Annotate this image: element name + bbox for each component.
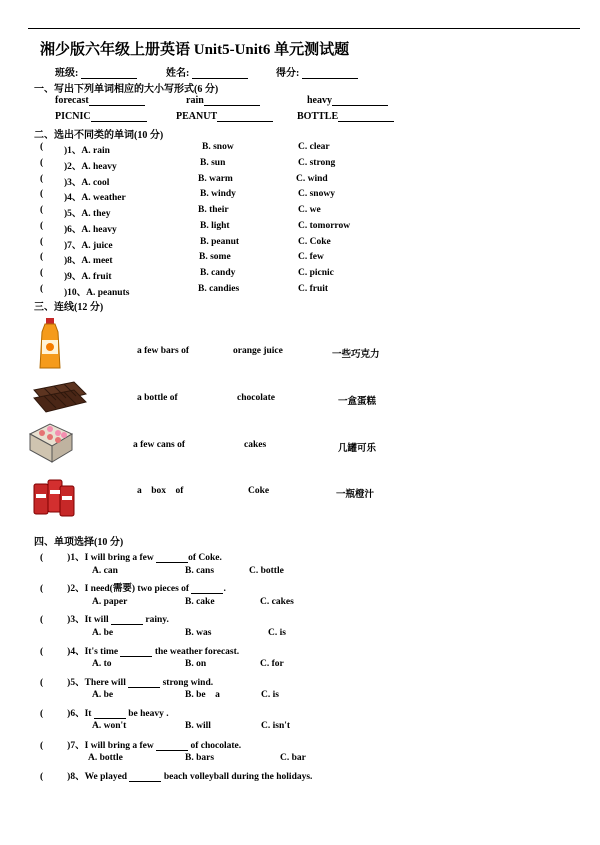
question-row (40, 284, 560, 298)
option-b: B. windy (200, 189, 236, 199)
option-c: C. snowy (298, 189, 335, 199)
option-b: B. peanut (200, 237, 240, 247)
phrase-item[interactable]: orange juice (233, 346, 283, 356)
question-number: )6、A. heavy (64, 225, 117, 235)
option-c: C. wind (296, 174, 328, 184)
question-number: )10、A. peanuts (64, 288, 130, 298)
name-label: 姓名: (166, 68, 190, 79)
matching-row (0, 440, 600, 456)
option-a[interactable]: A. bottle (88, 753, 123, 763)
question-row (40, 189, 560, 203)
word-text: heavy (307, 95, 332, 106)
question-text-end: strong wind. (160, 678, 214, 688)
phrase-chinese[interactable]: 一盒蛋糕 (338, 397, 377, 407)
mc-question (40, 705, 169, 719)
phrase-quantity[interactable]: a box of (137, 486, 184, 496)
question-text-end: rainy. (142, 615, 169, 625)
question-text-start: )6、It (67, 709, 94, 719)
phrase-item[interactable]: Coke (248, 486, 270, 496)
mc-question (40, 549, 222, 563)
word-item (297, 111, 394, 122)
question-number: )5、A. they (64, 209, 111, 219)
matching-row (0, 486, 600, 502)
section4-heading: 四、单项选择(10 分) (34, 537, 124, 548)
section1-heading: 一、写出下列单词相应的大小写形式(6 分) (34, 84, 219, 95)
question-text-start: )7、I will bring a few (67, 741, 157, 751)
question-text-start: )2、I need(需要) two pieces of (67, 584, 192, 594)
mc-options (0, 566, 600, 580)
paren-open[interactable]: ( (40, 252, 44, 262)
phrase-chinese[interactable]: 几罐可乐 (338, 444, 377, 454)
answer-blank[interactable] (128, 678, 160, 688)
mc-options (0, 628, 600, 642)
option-b[interactable]: B. on (185, 659, 207, 669)
question-text-end: the weather forecast. (152, 647, 240, 657)
answer-blank[interactable] (156, 553, 188, 563)
option-b: B. snow (202, 142, 234, 152)
option-c[interactable]: C. bottle (249, 566, 284, 576)
score-blank[interactable] (302, 68, 358, 79)
score-label: 得分: (276, 68, 300, 79)
matching-row (0, 346, 600, 362)
option-b[interactable]: B. will (185, 721, 211, 731)
question-text-end: of chocolate. (188, 741, 242, 751)
mc-options (0, 659, 600, 673)
option-b: B. warm (198, 174, 233, 184)
class-field (55, 64, 137, 79)
question-row (40, 174, 560, 188)
option-c: C. clear (298, 142, 330, 152)
question-text-end: be heavy . (125, 709, 169, 719)
word-text: BOTTLE (297, 111, 339, 122)
question-number: )3、A. cool (64, 178, 110, 188)
answer-blank[interactable] (191, 584, 226, 594)
option-b: B. sun (200, 158, 226, 168)
option-a[interactable]: A. be (92, 628, 114, 638)
paren-open[interactable]: ( (40, 553, 44, 563)
question-text-start: )8、We played (67, 772, 130, 782)
answer-blank[interactable] (91, 111, 147, 122)
mc-question (40, 737, 241, 751)
paren-open[interactable]: ( (40, 189, 44, 199)
question-text-end: . (223, 584, 226, 594)
question-row (40, 268, 560, 282)
question-number: )2、A. heavy (64, 162, 117, 172)
phrase-item[interactable]: cakes (244, 440, 267, 450)
paren-open[interactable]: ( (40, 584, 44, 594)
word-item (55, 111, 147, 122)
option-c: C. strong (298, 158, 336, 168)
mc-options (0, 753, 600, 767)
option-b: B. their (198, 205, 229, 215)
answer-blank[interactable] (156, 741, 188, 751)
paren-open[interactable]: ( (40, 741, 44, 751)
option-c[interactable]: C. is (268, 628, 286, 638)
question-number: )7、A. juice (64, 241, 113, 251)
option-b[interactable]: B. was (185, 628, 212, 638)
word-item (307, 95, 388, 106)
phrase-quantity[interactable]: a few bars of (137, 346, 189, 356)
question-number: )9、A. fruit (64, 272, 112, 282)
paren-open[interactable]: ( (40, 158, 44, 168)
question-text-end: of Coke. (188, 553, 222, 563)
mc-question (40, 611, 169, 625)
score-field (276, 64, 358, 79)
question-text-start: )5、There will (67, 678, 129, 688)
mc-question (40, 643, 239, 657)
option-b: B. candies (198, 284, 240, 294)
option-b[interactable]: B. bars (185, 753, 215, 763)
answer-blank[interactable] (111, 615, 143, 625)
question-number: )4、A. weather (64, 193, 126, 203)
paren-open[interactable]: ( (40, 678, 44, 688)
option-c[interactable]: C. isn't (261, 721, 291, 731)
paren-open[interactable]: ( (40, 142, 44, 152)
section2-heading: 二、选出不同类的单词(10 分) (34, 130, 164, 141)
mc-options (0, 721, 600, 735)
name-field (166, 64, 248, 79)
phrase-quantity[interactable]: a bottle of (137, 393, 178, 403)
answer-blank[interactable] (120, 647, 152, 657)
question-number: )1、A. rain (64, 146, 110, 156)
option-c: C. we (298, 205, 321, 215)
question-text-start: )4、It's time (67, 647, 121, 657)
mc-question (40, 674, 213, 688)
option-c[interactable]: C. for (260, 659, 284, 669)
option-b[interactable]: B. be a (185, 690, 220, 700)
paren-open[interactable]: ( (40, 772, 44, 782)
mc-question (40, 580, 226, 594)
question-row (40, 142, 560, 156)
top-rule (28, 28, 580, 29)
word-text: PICNIC (55, 111, 91, 122)
question-row (40, 158, 560, 172)
word-text: rain (186, 95, 204, 106)
paren-open[interactable]: ( (40, 221, 44, 231)
option-c[interactable]: C. bar (280, 753, 306, 763)
option-c: C. picnic (298, 268, 334, 278)
option-b[interactable]: B. cans (185, 566, 215, 576)
word-text: forecast (55, 95, 89, 106)
phrase-quantity[interactable]: a few cans of (133, 440, 185, 450)
orange-juice-bottle-icon (34, 318, 66, 370)
question-text-start: )3、It will (67, 615, 111, 625)
paren-open[interactable]: ( (40, 709, 44, 719)
word-item (186, 95, 260, 106)
class-blank[interactable] (81, 68, 137, 79)
option-c[interactable]: C. cakes (260, 597, 294, 607)
mc-options (0, 690, 600, 704)
question-text-start: )1、I will bring a few (67, 553, 157, 563)
option-c: C. tomorrow (298, 221, 351, 231)
option-c: C. few (298, 252, 324, 262)
mc-question (40, 768, 312, 782)
option-a[interactable]: A. to (92, 659, 112, 669)
paren-open[interactable]: ( (40, 205, 44, 215)
option-b: B. light (200, 221, 230, 231)
phrase-item[interactable]: chocolate (237, 393, 275, 403)
answer-blank[interactable] (94, 709, 126, 719)
answer-blank[interactable] (204, 95, 260, 106)
word-item (55, 95, 145, 106)
paren-open[interactable]: ( (40, 284, 44, 294)
answer-blank[interactable] (129, 772, 161, 782)
paren-open[interactable]: ( (40, 237, 44, 247)
option-b[interactable]: B. cake (185, 597, 215, 607)
option-b: B. candy (200, 268, 236, 278)
option-a[interactable]: A. be (92, 690, 114, 700)
word-text: PEANUT (176, 111, 218, 122)
question-text-end: beach volleyball during the holidays. (161, 772, 313, 782)
paren-open[interactable]: ( (40, 647, 44, 657)
answer-blank[interactable] (89, 95, 145, 106)
section3-heading: 三、连线(12 分) (34, 302, 104, 313)
page-title: 湘少版六年级上册英语 Unit5-Unit6 单元测试题 (40, 42, 350, 58)
option-a[interactable]: A. can (92, 566, 118, 576)
option-b: B. some (199, 252, 231, 262)
class-label: 班级: (55, 68, 79, 79)
option-c: C. fruit (298, 284, 329, 294)
question-row (40, 205, 560, 219)
paren-open[interactable]: ( (40, 174, 44, 184)
name-blank[interactable] (192, 68, 248, 79)
option-c[interactable]: C. is (261, 690, 279, 700)
answer-blank[interactable] (332, 95, 388, 106)
answer-blank[interactable] (217, 111, 273, 122)
option-c: C. Coke (298, 237, 331, 247)
mc-options (0, 597, 600, 611)
word-item (176, 111, 273, 122)
question-row (40, 237, 560, 251)
matching-row (0, 393, 600, 409)
paren-open[interactable]: ( (40, 268, 44, 278)
phrase-chinese[interactable]: 一些巧克力 (332, 350, 380, 360)
phrase-chinese[interactable]: 一瓶橙汁 (336, 490, 375, 500)
question-row (40, 252, 560, 266)
paren-open[interactable]: ( (40, 615, 44, 625)
option-a[interactable]: A. won't (92, 721, 127, 731)
answer-blank[interactable] (338, 111, 394, 122)
option-a[interactable]: A. paper (92, 597, 128, 607)
question-number: )8、A. meet (64, 256, 113, 266)
question-row (40, 221, 560, 235)
